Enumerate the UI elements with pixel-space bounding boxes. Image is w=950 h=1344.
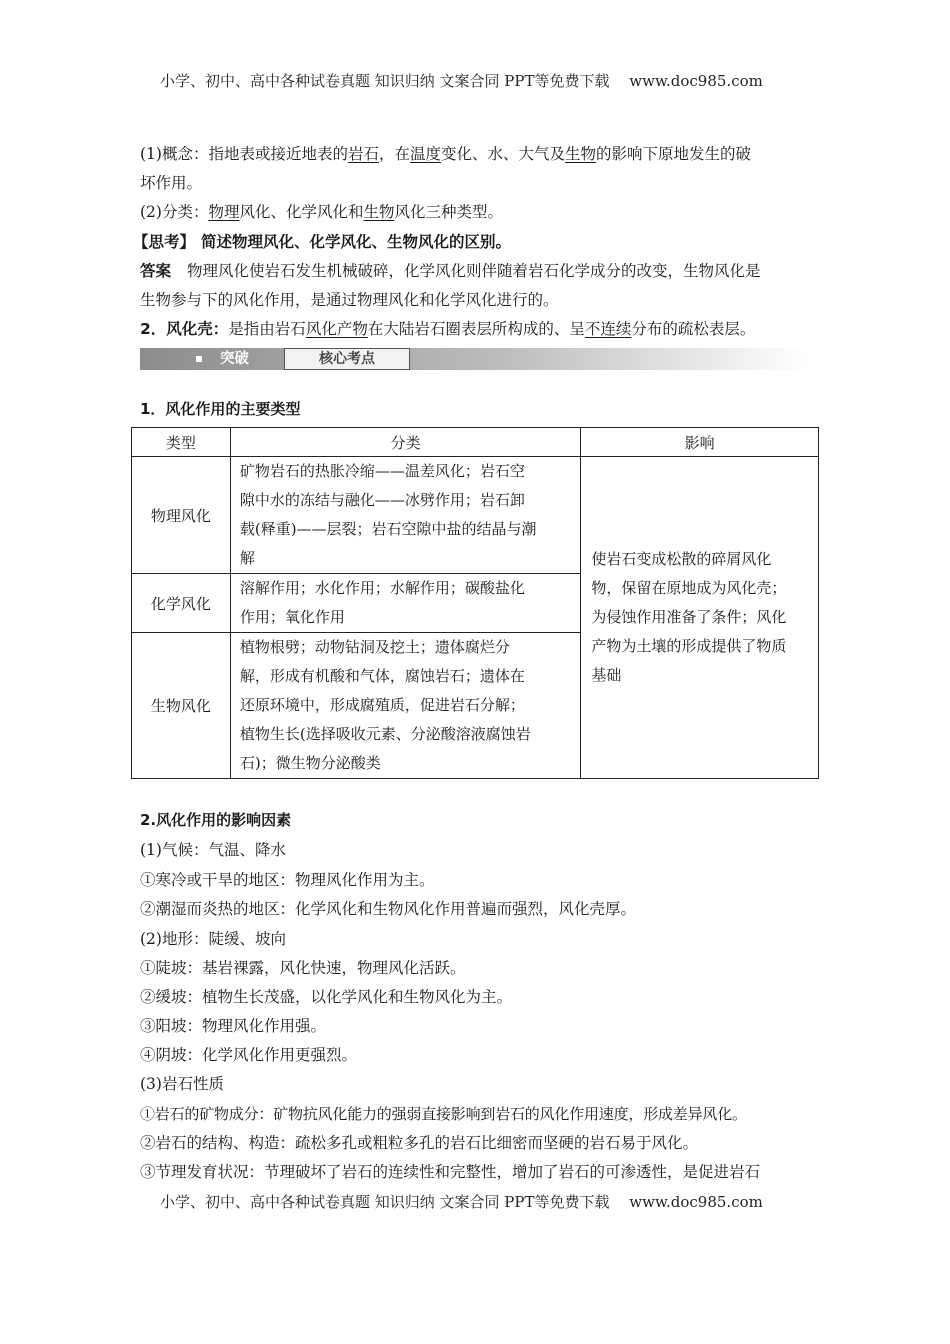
table-title: 1．风化作用的主要类型 bbox=[140, 400, 301, 418]
row-type: 物理风化 bbox=[132, 457, 231, 574]
factor-line: (2)地形：陡缓、坡向 bbox=[140, 930, 286, 948]
crust-line bbox=[140, 315, 755, 344]
row-category bbox=[230, 574, 580, 633]
cell-line: 解，形成有机酸和气体，腐蚀岩石；遗体在 bbox=[239, 667, 525, 685]
section-bar bbox=[140, 348, 808, 370]
factor-line: ④阴坡：化学风化作用更强烈。 bbox=[140, 1046, 358, 1064]
answer-line-2: 生物参与下的风化作用，是通过物理风化和化学风化进行的。 bbox=[140, 291, 559, 309]
text-segment: (2)分类： bbox=[140, 203, 209, 221]
table-header-row bbox=[132, 428, 819, 457]
cell-line: 产物为土壤的形成提供了物质 bbox=[591, 637, 787, 655]
think-line bbox=[133, 228, 511, 257]
page-header: 小学、初中、高中各种试卷真题 知识归纳 文案合同 PPT等免费下载 www.doc985.com bbox=[160, 72, 763, 90]
factor-line: ③节理发育状况：节理破坏了岩石的连续性和完整性，增加了岩石的可渗透性，是促进岩石 bbox=[140, 1163, 761, 1181]
cell-line: 植物生长(选择吸收元素、分泌酸溶液腐蚀岩 bbox=[239, 725, 531, 743]
text-segment: 风化、化学风化和 bbox=[239, 203, 364, 221]
factor-line: (1)气候：气温、降水 bbox=[140, 841, 286, 859]
row-category bbox=[230, 633, 580, 779]
square-bullet-icon bbox=[196, 356, 202, 362]
factor-line: ①岩石的矿物成分：矿物抗风化能力的强弱直接影响到岩石的风化作用速度，形成差异风化。 bbox=[140, 1105, 747, 1123]
cell-line: 载(释重)——层裂；岩石空隙中盐的结晶与潮 bbox=[239, 520, 537, 538]
cell-line: 隙中水的冻结与融化——冰劈作用；岩石卸 bbox=[239, 491, 525, 509]
cell-line: 溶解作用；水化作用；水解作用；碳酸盐化 bbox=[239, 579, 525, 597]
answer-text: 物理风化使岩石发生机械破碎，化学风化则伴随着岩石化学成分的改变，生物风化是 bbox=[187, 262, 761, 280]
answer-line-1 bbox=[140, 257, 761, 286]
underlined-term: 风化产物 bbox=[305, 320, 368, 338]
section-tab-breakthrough bbox=[140, 348, 284, 370]
underlined-term: 岩石 bbox=[347, 145, 379, 163]
crust-heading: 2．风化壳： bbox=[140, 320, 229, 338]
concept-line-2: 坏作用。 bbox=[140, 174, 203, 192]
text-segment: 变化、水、大气及 bbox=[441, 145, 566, 163]
cell-line: 还原环境中，形成腐殖质，促进岩石分解； bbox=[239, 696, 525, 714]
row-type: 生物风化 bbox=[132, 633, 231, 779]
header-impact: 影响 bbox=[581, 428, 819, 457]
impact-cell bbox=[581, 457, 819, 779]
text-segment: 的影响下原地发生的破 bbox=[596, 145, 752, 163]
header-category: 分类 bbox=[230, 428, 580, 457]
underlined-term: 物理 bbox=[208, 203, 240, 221]
text-segment: 是指由岩石 bbox=[228, 320, 306, 338]
text-segment: 在大陆岩石圈表层所构成的、呈 bbox=[367, 320, 585, 338]
cell-line: 解 bbox=[239, 549, 255, 567]
factor-line: ①陡坡：基岩裸露，风化快速，物理风化活跃。 bbox=[140, 959, 466, 977]
cell-line: 使岩石变成松散的碎屑风化 bbox=[591, 550, 772, 568]
header-type: 类型 bbox=[132, 428, 231, 457]
weathering-types-table bbox=[131, 427, 819, 779]
text-segment: ，在 bbox=[378, 145, 410, 163]
underlined-term: 生物 bbox=[565, 145, 597, 163]
cell-line: 植物根劈；动物钻洞及挖土；遗体腐烂分 bbox=[239, 638, 510, 656]
text-segment: 分布的疏松表层。 bbox=[631, 320, 756, 338]
factor-line: ②潮湿而炎热的地区：化学风化和生物风化作用普遍而强烈，风化壳厚。 bbox=[140, 900, 637, 918]
think-label: 【思考】 bbox=[133, 233, 196, 251]
text-segment: (1)概念：指地表或接近地表的 bbox=[140, 145, 348, 163]
factors-title: 2.风化作用的影响因素 bbox=[140, 811, 292, 829]
table-row bbox=[132, 457, 819, 574]
concept-line-1 bbox=[140, 140, 751, 169]
answer-label: 答案 bbox=[140, 262, 172, 280]
cell-line: 作用；氧化作用 bbox=[239, 608, 345, 626]
classify-line bbox=[140, 198, 503, 227]
factor-line: ①寒冷或干旱的地区：物理风化作用为主。 bbox=[140, 871, 435, 889]
row-category bbox=[230, 457, 580, 574]
underlined-term: 生物 bbox=[363, 203, 395, 221]
row-type: 化学风化 bbox=[132, 574, 231, 633]
factor-line: ②缓坡：植物生长茂盛，以化学风化和生物风化为主。 bbox=[140, 988, 513, 1006]
factor-line: ②岩石的结构、构造：疏松多孔或粗粒多孔的岩石比细密而坚硬的岩石易于风化。 bbox=[140, 1134, 699, 1152]
factor-line: (3)岩石性质 bbox=[140, 1075, 224, 1093]
cell-line: 矿物岩石的热胀冷缩——温差风化；岩石空 bbox=[239, 462, 525, 480]
cell-line: 石)；微生物分泌酸类 bbox=[239, 754, 381, 772]
cell-line: 为侵蚀作用准备了条件；风化 bbox=[591, 608, 787, 626]
think-text: 简述物理风化、化学风化、生物风化的区别。 bbox=[201, 233, 512, 251]
text-segment: 风化三种类型。 bbox=[394, 203, 504, 221]
underlined-term: 不连续 bbox=[584, 320, 632, 338]
cell-line: 物，保留在原地成为风化壳； bbox=[591, 579, 787, 597]
page-footer: 小学、初中、高中各种试卷真题 知识归纳 文案合同 PPT等免费下载 www.doc985.com bbox=[160, 1193, 763, 1211]
factor-line: ③阳坡：物理风化作用强。 bbox=[140, 1017, 327, 1035]
underlined-term: 温度 bbox=[410, 145, 442, 163]
section-tab-label: 突破 bbox=[220, 351, 249, 367]
section-tab-core-points: 核心考点 bbox=[284, 348, 410, 370]
cell-line: 基础 bbox=[591, 666, 622, 684]
